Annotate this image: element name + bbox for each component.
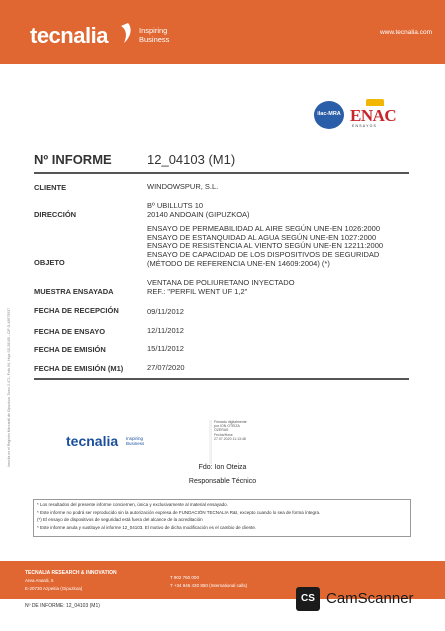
- recepcion-value: 09/11/2012: [147, 307, 184, 316]
- enac-crown-icon: [366, 99, 384, 106]
- report-number-row: [34, 152, 409, 172]
- recepcion-label: FECHA DE RECEPCIÓN: [34, 306, 119, 315]
- note-item: * Este informe no podrá ser reproducido sin la autorización expresa de FUNDACIÓN TECNALIA R&I, excepto cuando lo sea de forma íntegra.: [37, 509, 321, 515]
- objeto-value: ENSAYO DE PERMEABILIDAD AL AIRE SEGÚN UNE-EN 1026:2000 ENSAYO DE ESTANQUIDAD AL AGUA SEGÚN UNE-EN 1027:2000 ENSAYO DE RESISTENCIA AL VIENTO SEGÚN UNE-EN 12211:2000 ENSAYO DE CAPACIDAD DE LOS DISPOSITIVOS DE SEGURIDAD (MÉTODO DE REFERENCIA UNE-EN 14609:2004) (*): [147, 224, 384, 268]
- report-number-value: 12_04103 (M1): [147, 152, 236, 167]
- registry-side-text: Inscrita en el Registro Mercantil de Gipuzkoa, Tomo 2.471, Folio 84, Hoja SS-28185 - CIF G-48975937: [7, 307, 11, 467]
- direccion-label: DIRECCIÓN: [34, 210, 77, 219]
- cliente-label: CLIENTE: [34, 183, 67, 192]
- camscanner-logo-icon: CS: [296, 587, 320, 611]
- footer-company: TECNALIA RESEARCH & INNOVATION: [25, 570, 117, 576]
- ensayo-label: FECHA DE ENSAYO: [34, 327, 106, 336]
- muestra-value: VENTANA DE POLIURETANO INYECTADO REF.: "PERFIL WENT UF 1,2": [147, 278, 295, 296]
- footer-phone-1: T 902 760 000: [170, 575, 199, 580]
- website-text: www.tecnalia.com: [379, 29, 432, 36]
- camscanner-text: CamScanner: [326, 590, 414, 607]
- accreditation-logos: [314, 100, 404, 130]
- enac-logo: ENAC ENSAYOS: [350, 100, 404, 130]
- note-item: (*) El ensayo de dispositivos de seguridad está fuera del alcance de la acreditación: [37, 517, 203, 522]
- ilac-mra-logo: ilac-MRA: [314, 101, 344, 129]
- report-number-label: Nº INFORME: [34, 152, 112, 167]
- bottom-divider: [34, 378, 409, 380]
- signer-role: Responsable Técnico: [188, 478, 257, 485]
- objeto-label: OBJETO: [34, 258, 65, 267]
- note-item: * Este informe anula y sustituye al informe 12_04103. El motivo de dicha modificación es el cambio de cliente.: [37, 524, 257, 530]
- ensayo-value: 12/11/2012: [147, 326, 184, 335]
- muestra-label: MUESTRA ENSAYADA: [34, 287, 114, 296]
- signer-name: Fdo: Ion Oteiza: [198, 464, 247, 471]
- footer-address-2: E-20730 Azpeitia (Gipuzkoa): [25, 586, 83, 591]
- footer-phone-2: T +34 946 430 850 (International calls): [170, 583, 248, 588]
- tecnalia-swoosh-icon: [119, 22, 133, 44]
- top-divider: [34, 172, 409, 174]
- emision-m1-value: 27/07/2020: [147, 363, 185, 372]
- digital-signature-mark: [209, 420, 212, 464]
- note-item: * Los resultados del presente informe conciernen, única y exclusivamente al material ensayado.: [37, 502, 228, 507]
- notes-box: [33, 499, 411, 537]
- tecnalia-logo: tecnalia: [30, 23, 108, 48]
- emision-m1-label: FECHA DE EMISIÓN (M1): [34, 364, 124, 373]
- direccion-value: Bº UBILLUTS 10 20140 ANDOAIN (GIPUZKOA): [147, 201, 250, 219]
- small-tecnalia-logo: tecnalia Inspiring Business: [66, 433, 145, 449]
- footer-report-ref: Nº DE INFORME: 12_04103 (M1): [25, 603, 100, 609]
- footer-address-1: Area Anardi, 5: [25, 578, 54, 583]
- brand-tagline: Inspiring Business: [139, 26, 170, 44]
- header-band: [0, 0, 445, 64]
- emision-value: 15/11/2012: [147, 344, 184, 353]
- cliente-value: WINDOWSPUR, S.L.: [147, 182, 219, 191]
- digital-signature-text: Firmado digitalmente por ION OTEIZA OZERAS Fecha/Hora: 27.07.2020 11:13:48: [214, 420, 247, 441]
- emision-label: FECHA DE EMISIÓN: [34, 345, 106, 354]
